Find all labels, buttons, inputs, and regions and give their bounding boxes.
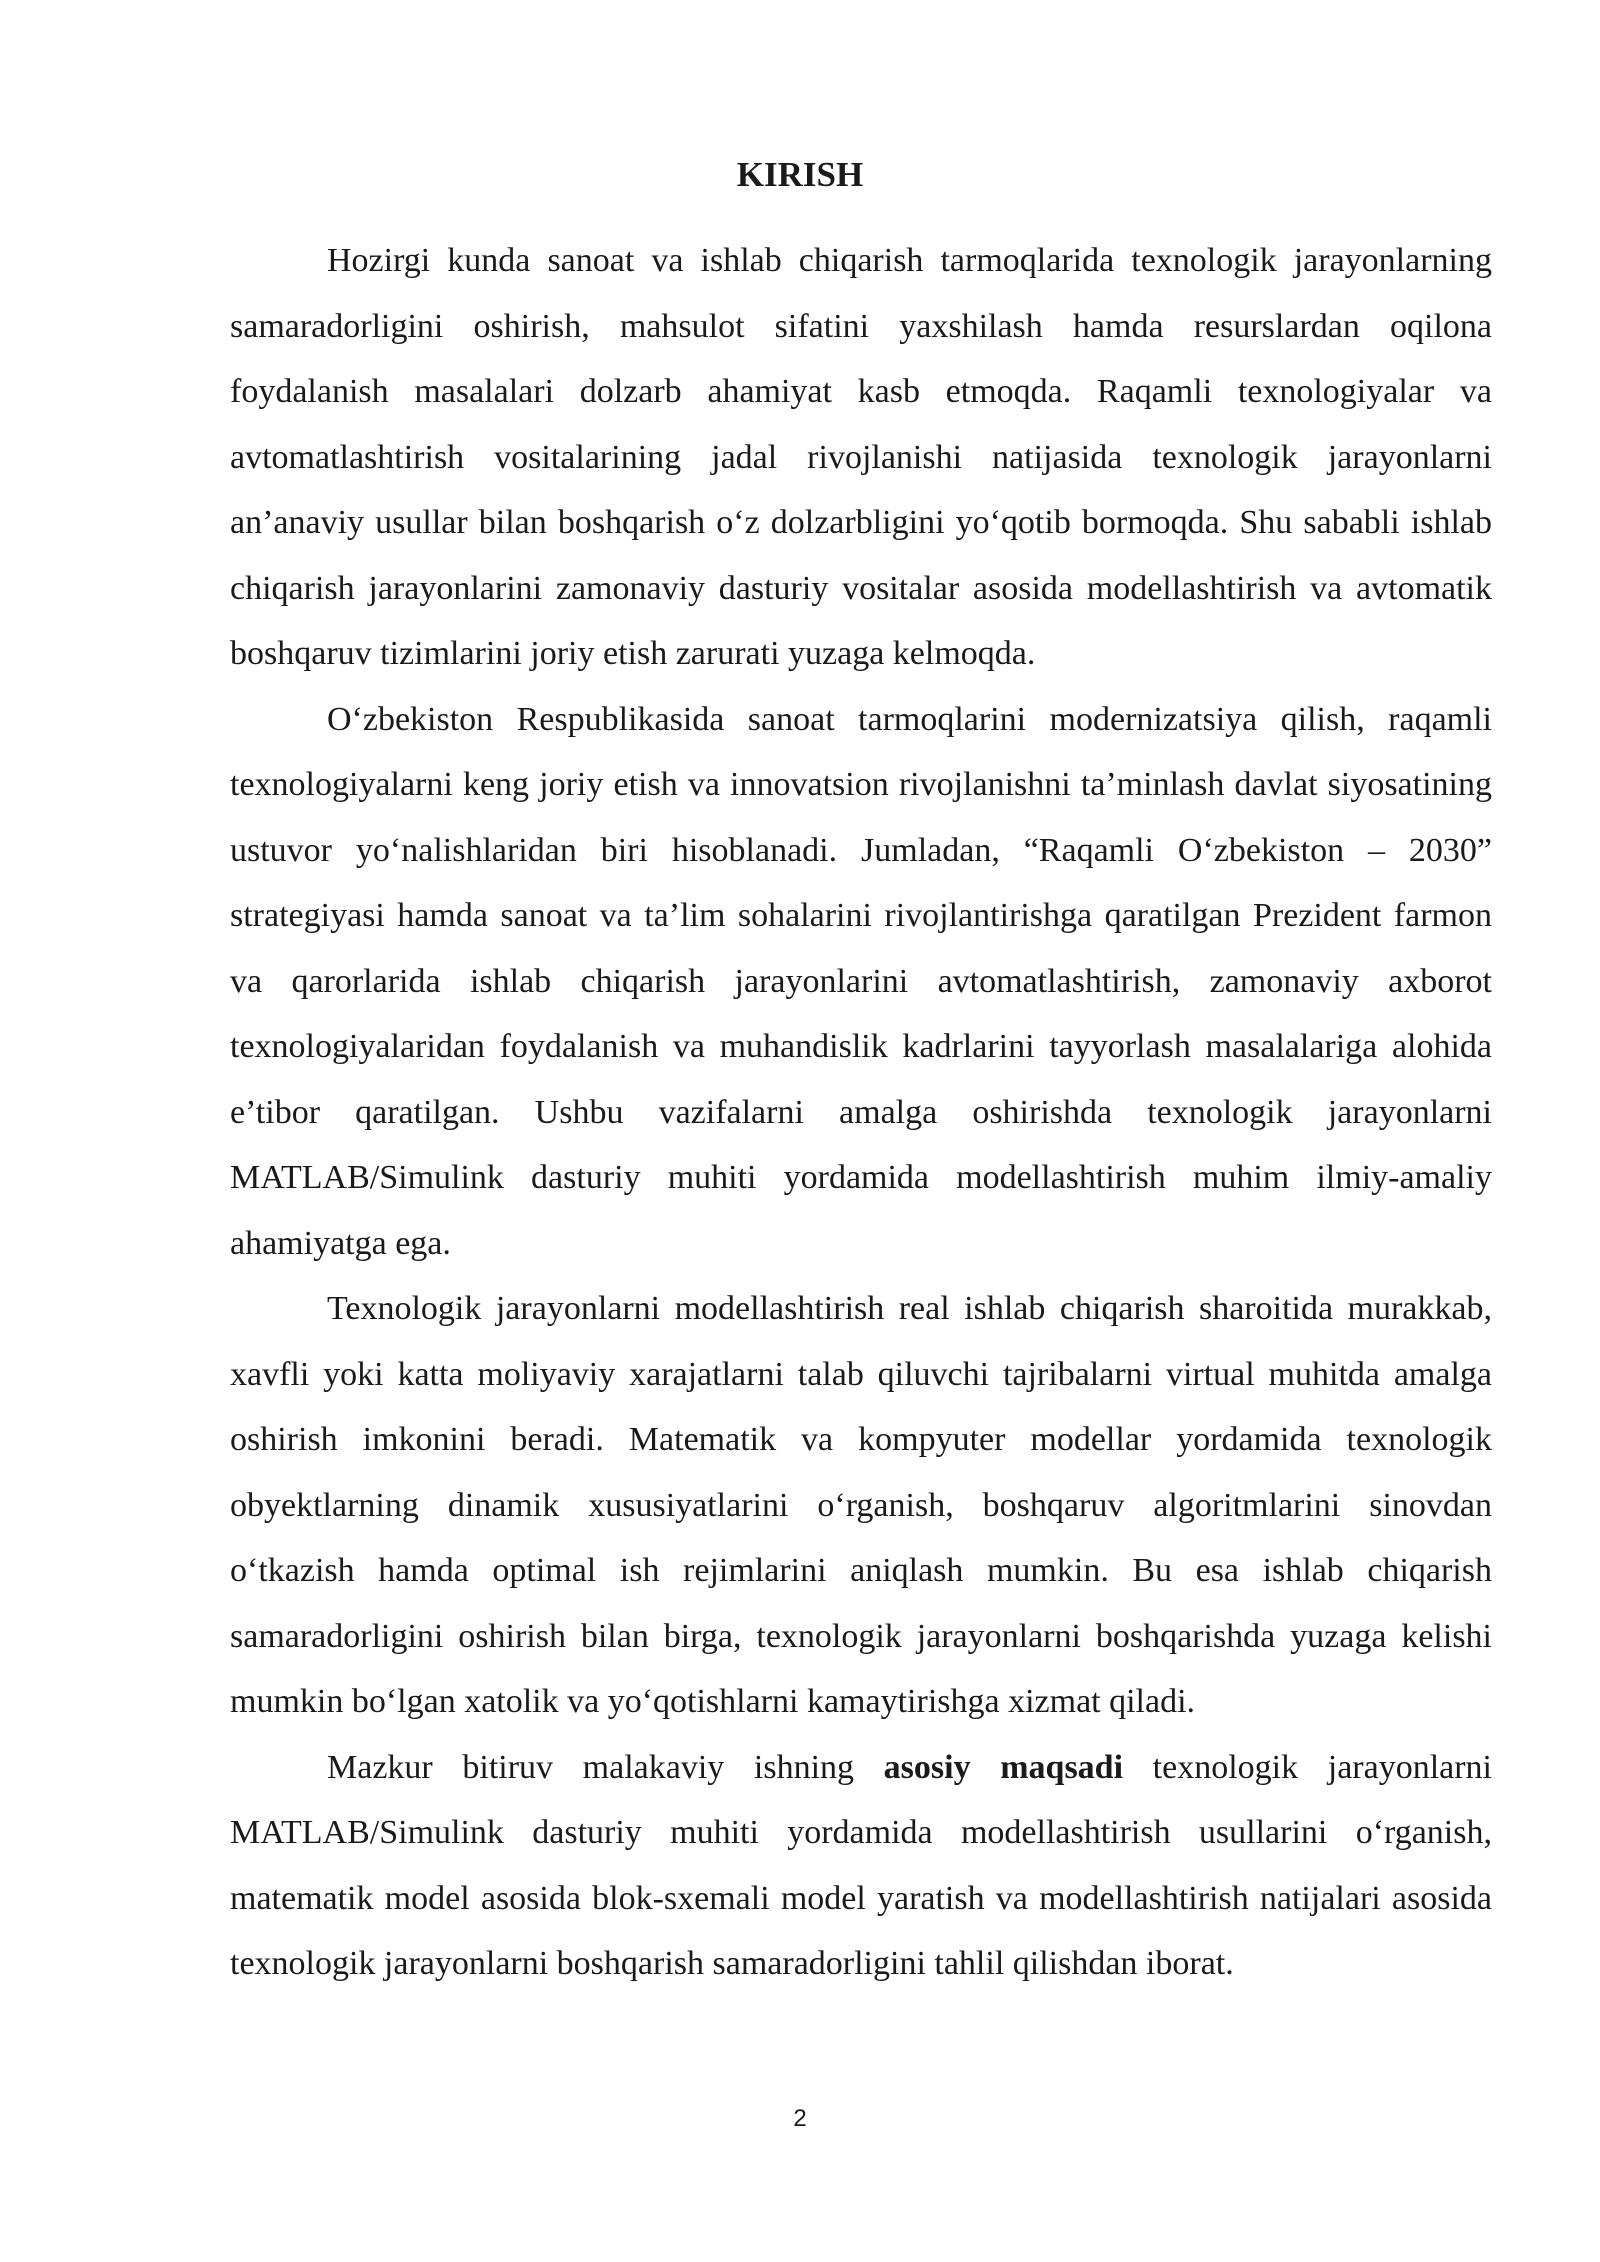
section-title: KIRISH bbox=[736, 155, 864, 194]
goal-text-before: Mazkur bitiruv malakaviy ishning bbox=[327, 1748, 884, 1786]
paragraph-modeling: Texnologik jarayonlarni modellashtirish real ishlab chiqarish sharoitida murakkab, xavfli yoki katta moliyaviy xarajatlarni talab qiluvchi tajribalarni virtual muhitda amalga oshirish imkonini beradi. Matematik va kompyuter modellar yordamida texnologik obyektlarning dinamik xususiyatlarini o‘rganish, boshqaruv algoritmlarini sinovdan o‘tkazish hamda optimal ish rejimlarini aniqlash mumkin. Bu esa ishlab chiqarish samaradorligini oshirish bilan birga, texnologik jarayonlarni boshqarishda yuzaga kelishi mumkin bo‘lgan xatolik va yo‘qotishlarni kamaytirishga xizmat qiladi. bbox=[230, 1290, 1492, 1720]
paragraph-goal bbox=[230, 1735, 1492, 1997]
paragraph-uzbekistan-policy: O‘zbekiston Respublikasida sanoat tarmoqlarini modernizatsiya qilish, raqamli texnologiyalarni keng joriy etish va innovatsion rivojlanishni ta’minlash davlat siyosatining ustuvor yo‘nalishlaridan biri hisoblanadi. Jumladan, “Raqamli O‘zbekiston – 2030” strategiyasi hamda sanoat va ta’lim sohalarini rivojlantirishga qaratilgan Prezident farmon va qarorlarida ishlab chiqarish jarayonlarini avtomatlashtirish, zamonaviy axborot texnologiyalaridan foydalanish va muhandislik kadrlarini tayyorlash masalalariga alohida e’tibor qaratilgan. Ushbu vazifalarni amalga oshirishda texnologik jarayonlarni MATLAB/Simulink dasturiy muhiti yordamida modellashtirish muhim ilmiy-amaliy ahamiyatga ega. bbox=[230, 700, 1492, 1262]
page-number: 2 bbox=[793, 2105, 807, 2132]
paragraph-intro: Hozirgi kunda sanoat va ishlab chiqarish tarmoqlarida texnologik jarayonlarning samaradorligini oshirish, mahsulot sifatini yaxshilash hamda resurslardan oqilona foydalanish masalalari dolzarb ahamiyat kasb etmoqda. Raqamli texnologiyalar va avtomatlashtirish vositalarining jadal rivojlanishi natijasida texnologik jarayonlarni an’anaviy usullar bilan boshqarish o‘z dolzarbligini yo‘qotib bormoqda. Shu sababli ishlab chiqarish jarayonlarini zamonaviy dasturiy vositalar asosida modellashtirish va avtomatik boshqaruv tizimlarini joriy etish zarurati yuzaga kelmoqda. bbox=[230, 242, 1492, 672]
goal-text-after: texnologik jarayonlarni MATLAB/Simulink dasturiy muhiti yordamida modellashtirish usullarini o‘rganish, matematik model asosida blok-sxemali model yaratish va modellashtirish natijalari asosida texnologik jarayonlarni boshqarish samaradorligini tahlil qilishdan iborat. bbox=[230, 1748, 1493, 1982]
goal-text-bold: asosiy maqsadi bbox=[883, 1748, 1124, 1786]
body-text bbox=[230, 228, 1492, 1997]
